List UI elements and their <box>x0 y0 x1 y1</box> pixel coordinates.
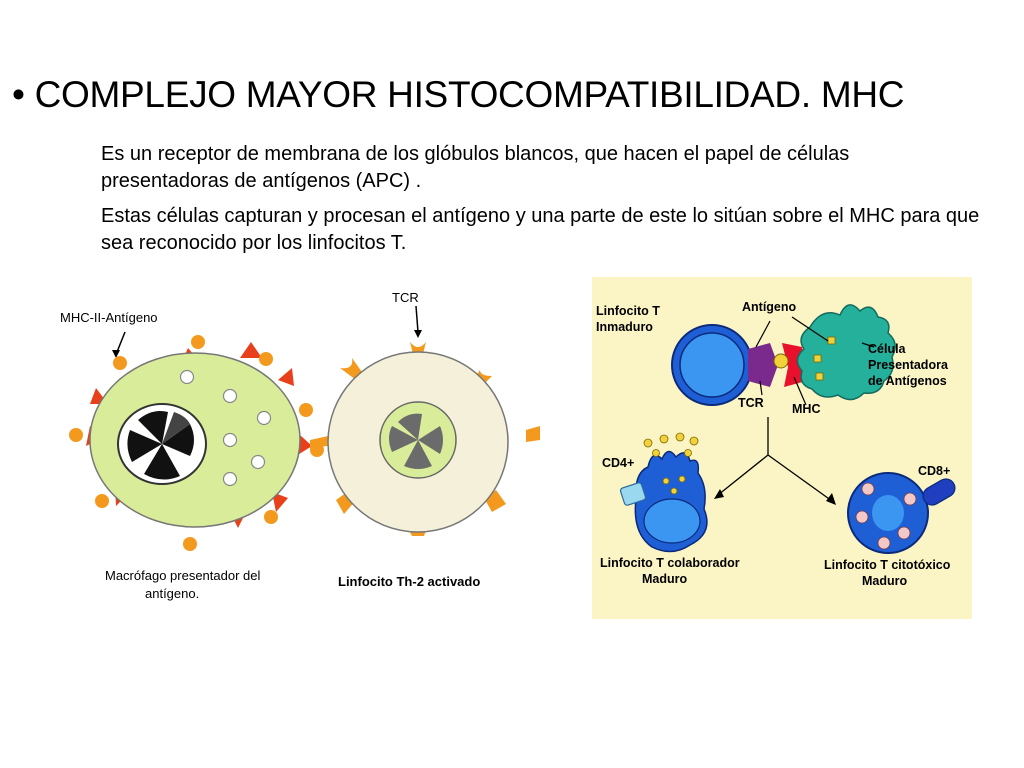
label-antigen: Antígeno <box>742 300 797 314</box>
label-mhc: MHC <box>792 402 821 416</box>
label-immature-line1: Linfocito T <box>596 304 660 318</box>
label-cd8: CD8+ <box>918 464 951 478</box>
macrophage-caption-line1: Macrófago presentador del <box>105 568 261 583</box>
label-cytotoxic-line2: Maduro <box>862 574 908 588</box>
tcr-label-pointer <box>416 306 418 332</box>
mhc-label-pointer <box>117 332 125 352</box>
label-apc-line1: Célula <box>868 342 906 356</box>
t-cell-maturation-diagram <box>592 277 972 619</box>
label-apc-line3: de Antígenos <box>868 374 947 388</box>
macrophage-cell <box>69 335 324 551</box>
macrophage-lymphocyte-diagram <box>40 280 560 610</box>
label-cytotoxic-line1: Linfocito T citotóxico <box>824 558 951 572</box>
paragraph-antigen-processing: Estas células capturan y procesan el antígeno y una parte de este lo sitúan sobre el MHC para que sea reconocido por los linfocitos T. <box>101 205 980 254</box>
label-helper-line2: Maduro <box>642 572 688 586</box>
paragraph-apc-definition: Es un receptor de membrana de los glóbulos blancos, que hacen el papel de células presentadoras de antígenos (APC) . <box>101 143 850 192</box>
label-cd4: CD4+ <box>602 456 635 470</box>
label-apc-line2: Presentadora <box>868 358 948 372</box>
label-immature-line2: Inmaduro <box>596 320 653 334</box>
immature-t-cell <box>672 325 752 405</box>
label-tcr: TCR <box>738 396 764 410</box>
tcr-label: TCR <box>392 290 419 305</box>
lymphocyte-caption: Linfocito Th-2 activado <box>338 574 481 589</box>
presented-antigen <box>774 354 788 368</box>
tcr-label-arrowhead <box>414 330 422 338</box>
label-helper-line1: Linfocito T colaborador <box>600 556 740 570</box>
macrophage-caption-line2: antígeno. <box>145 586 200 601</box>
mhc-antigen-label: MHC-II-Antígeno <box>60 310 158 325</box>
th2-lymphocyte-cell <box>310 342 540 536</box>
slide-title: • COMPLEJO MAYOR HISTOCOMPATIBILIDAD. MHC <box>12 74 905 115</box>
